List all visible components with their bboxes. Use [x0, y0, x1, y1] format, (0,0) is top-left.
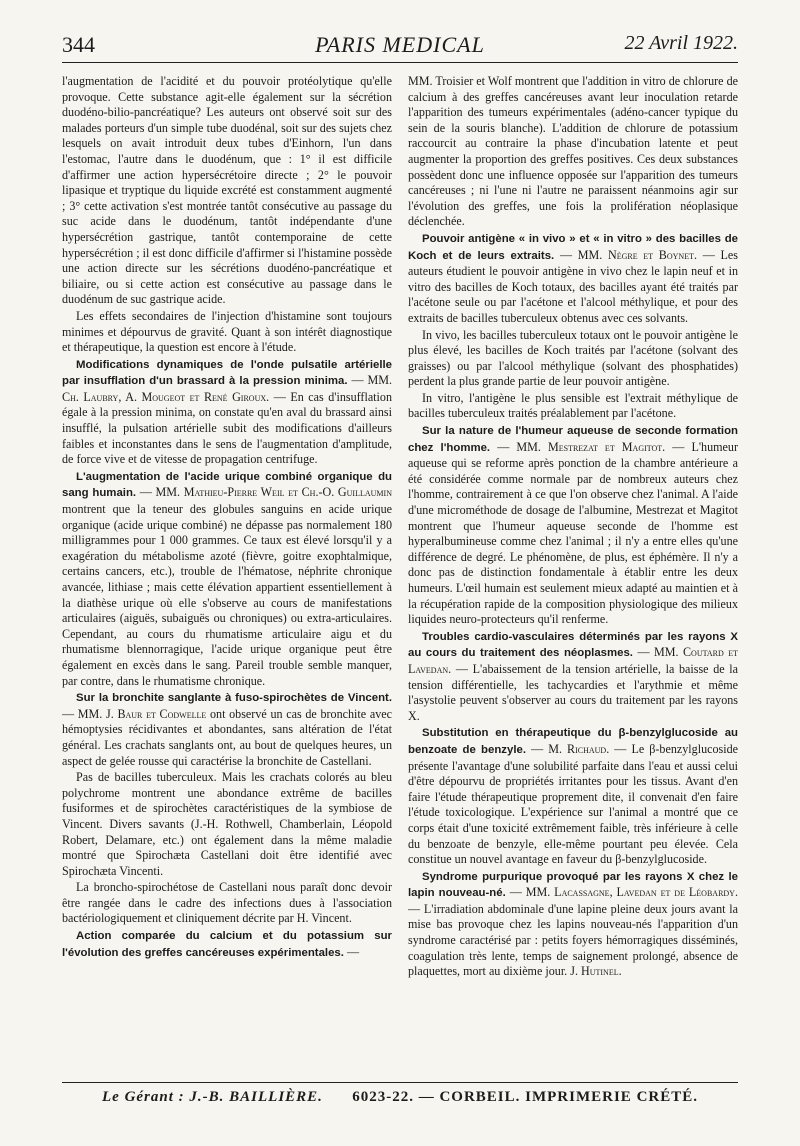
paragraph: In vivo, les bacilles tuberculeux totaux ont le pouvoir antigène le plus élevé, les bacilles de Koch traités par l'acétone (solvant des graisses) ou par l'alcool méthylique (solvant des phosphatides) perdent la plus grande partie de leur pouvoir antigène. — [408, 327, 738, 389]
left-column — [62, 74, 392, 1074]
abstract-heading: Pouvoir antigène « in vivo » et « in vitro » des bacilles de Koch et de leurs extraits. — [408, 232, 738, 262]
abstract-authors: — MM. Mathieu-Pierre Weil et Ch.-O. Guillaumin — [139, 485, 392, 500]
abstract-authors: — M. Richaud. — [531, 741, 610, 756]
abstract-authors: — MM. Nègre et Boynet. — [559, 247, 697, 262]
paragraph: La broncho-spirochétose de Castellani nous paraît donc devoir être rangée dans le cadre des infections dues à l'association bactériologiquement et cliniquement décrite par H. Vincent. — [62, 880, 392, 926]
journal-title: PARIS MEDICAL — [315, 32, 485, 57]
paragraph: l'augmentation de l'acidité et du pouvoir protéolytique qu'elle provoque. Cette substance agit-elle également sur la sécrétion duodéno-bilio-pancréatique? Les auteurs ont observé soit sur des malades porteurs d'un simple tube duodénal, soit sur des sujets chez lesquels on avait introduit deux tubes d'Einhorn, l'un dans l'estomac, l'autre dans le duodénum, que : 1° il est difficile d'affirmer une action hypersécrétoire directe ; 2° le pouvoir lipasique et tryptique du liquide excrété est constamment augmenté ; 3° cette activation s'est montrée tantôt consécutive au passage du suc acide dans le duodénum, tantôt indépendante d'une hypersécrétion gastrique, tantôt contemporaine de cette hypersécrétion ; il est donc difficile d'affirmer si l'histamine possède une action directe sur les sécrétions duodéno-pancréatique et biliaire, ou si cette action est consécutive au passage dans le duodénum de suc gastrique acide. — [62, 74, 392, 307]
abstract-heading: Sur la nature de l'humeur aqueuse de seconde formation chez l'homme. — [408, 425, 738, 454]
abstract-entry — [62, 690, 392, 769]
abstract-text: — L'abaissement de la tension artérielle, la baisse de la tension différentielle, les tachycardies et l'arythmie et même l'asystolie peuvent s'observer au cours du traitement par les rayons X. — [408, 661, 738, 723]
publisher-manager: Le Gérant : J.-B. BAILLIÈRE. — [102, 1089, 323, 1105]
abstract-entry — [408, 629, 738, 725]
running-header — [62, 30, 738, 63]
paragraph: Les effets secondaires de l'injection d'histamine sont toujours minimes et dépourvus de gravité. Quant à son intérêt diagnostique et thérapeutique, la question est encore à l'étude. — [62, 308, 392, 355]
abstract-authors: — MM. Ch. Laubry, A. Mougeot et René Giroux. — [62, 373, 392, 404]
paragraph: Pas de bacilles tuberculeux. Mais les crachats colorés au bleu polychrome montrent une abondance extrême de bacilles fusiformes et de spirochètes caractéristiques de la symbiose de Vincent. Divers savants (J.-H. Rothwell, Chamberlain, Léopold Robert, Delamare, etc.) ont également dans la même maladie montré que Spirochæta Castellani doit être identifié avec Spirochæta Vincenti. — [62, 770, 392, 878]
paragraph: In vitro, l'antigène le plus sensible est l'extrait méthylique de bacilles tuberculeux traités préalablement par l'acétone. — [408, 390, 738, 421]
abstract-heading: Syndrome purpurique provoqué par les rayons X chez le lapin nouveau-né. — [408, 870, 738, 900]
abstract-heading: Sur la bronchite sanglante à fuso-spirochètes de Vincent. — [76, 692, 392, 705]
abstract-heading: L'augmentation de l'acide urique combiné organique du sang humain. — [62, 470, 392, 500]
page-number: 344 — [62, 32, 95, 57]
abstract-authors: — MM. Mestrezat et Magitot. — [497, 439, 666, 454]
abstract-entry — [408, 725, 738, 867]
abstract-text: montrent que la teneur des globules sanguins en acide urique organique (acide urique combiné) ne dépasse pas normalement 180 milligrammes pour 1 000 grammes. Ce taux est élevé lorsqu'il y a exagération du métabolisme azoté (fièvre, goitre exophtalmique, certains cancers, etc.), trouble de l'hématose, néphrite chronique avancée, lithiase ; mais cette élévation appartient essentiellement à la diathèse urique où elle s'observe au cours de manifestations articulaires (aiguës, subaiguës ou chroniques) ou extra-articulaires. Cependant, au cours du rhumatisme articulaire aigu et du rhumatisme blennorragique, l'acide urique organique peut être également en excès dans le sang. Pareil trouble semble manquer, par contre, dans le rhumatisme chronique. — [62, 502, 392, 688]
right-column — [408, 74, 738, 1074]
page-footer — [62, 1082, 738, 1105]
journal-page — [62, 30, 738, 1130]
printer-imprint: 6023-22. — CORBEIL. IMPRIMERIE CRÉTÉ. — [352, 1089, 698, 1105]
abstract-authors: — MM. Lacassagne, Lavedan et de Léobardy. — [509, 885, 738, 900]
abstract-entry — [62, 357, 392, 468]
abstract-text: — L'humeur aqueuse qui se reforme après ponction de la chambre antérieure a été considérée comme normale par de nombreux auteurs chez l'homme, contrairement à ce que l'on observe chez l'animal. A l'aide d'une microméthode de dosage de l'albumine, Mestrezat et Magitot montrent que l'humeur aqueuse seconde de l'homme est hyperalbumineuse comme chez l'animal ; il n'y a entre elles qu'une différence de degré. Le phénomène, de plus, est éphémère. Il n'y a donc pas de distinction fondamentale à établir entre les deux humeurs. L'œil humain est seulement mieux adapté au maintien et à la récupération rapide de la composition physiologique des milieux liquides neuro-protecteurs qu'il renferme. — [408, 439, 738, 627]
paragraph: MM. Troisier et Wolf montrent que l'addition in vitro de chlorure de calcium à des greffes cancéreuses avant leur inoculation retarde l'apparition des tumeurs expérimentales (adéno-cancer typique du sein de la souris blanche). L'addition de chlorure de potassium raccourcit au contraire la phase d'incubation latente et peut augmenter la proportion des greffes positives. Ces deux substances possèdent donc une influence opposée sur l'apparition des tumeurs cancéreuses ; ni l'une ni l'autre ne paraissent néanmoins agir sur l'évolution des greffes, une fois la prolifération néoplasique déclenchée. — [408, 74, 738, 229]
abstract-entry — [408, 423, 738, 628]
abstract-heading: Substitution en thérapeutique du β-benzylglucoside au benzoate de benzyle. — [408, 727, 738, 756]
abstract-entry — [408, 231, 738, 327]
abstract-text: ont observé un cas de bronchite avec hémoptysies récidivantes et abondantes, sans altération de l'état général. Les crachats sanglants ont, au bout de quelques heures, un aspect de gelée rousse qui caractérise la bronchite de Castellani. — [62, 706, 392, 768]
abstract-text: — L'irradiation abdominale d'une lapine pleine deux jours avant la mise bas provoque chez les lapins nouveau-nés l'apparition d'un syndrome caractérisé par : petits foyers hémorragiques disséminés, coagulation très lente, temps de saignement prolongé, absence de plaquettes, mort au dixième jour. — [408, 901, 738, 979]
issue-date: 22 Avril 1922. — [624, 32, 738, 54]
abstract-text: — En cas d'insufflation égale à la pression minima, on constate qu'en aval du brassard ainsi insufflé, la pulsation artérielle subit des modifications d'ailleurs faibles et inconstantes dans le sens de l'augmentation d'amplitude, de force vive et de vitesse de propagation centrifuge. — [62, 389, 392, 467]
abstract-heading: Modifications dynamiques de l'onde pulsatile artérielle par insufflation d'un brassard à la pression minima. — [62, 358, 392, 388]
abstract-heading: Action comparée du calcium et du potassium sur l'évolution des greffes cancéreuses expérimentales. — [62, 930, 392, 959]
abstract-dash: — — [346, 944, 360, 959]
abstract-authors: — MM. J. Baur et Codwelle — [62, 706, 207, 721]
abstract-entry — [62, 469, 392, 689]
abstract-entry — [408, 869, 738, 980]
abstract-text: — Les auteurs étudient le pouvoir antigène in vivo chez le lapin neuf et in vitro des bacilles de Koch totaux, des bacilles ayant été traités par l'acétone seule ou par l'acétone et l'alcool méthylique, et pour des extraits de bacilles tuberculeux obtenus avec ces solvants. — [408, 247, 738, 325]
abstract-authors: — MM. Coutard et Lavedan. — [408, 645, 738, 676]
text-columns — [62, 74, 738, 1074]
abstract-heading: Troubles cardio-vasculaires déterminés par les rayons X au cours du traitement des néoplasmes. — [408, 630, 738, 660]
reporter-signature: J. Hutinel. — [570, 964, 622, 979]
abstract-text: — Le β-benzylglucoside présente l'avantage d'une solubilité parfaite dans l'eau et aussi celui d'être dépourvu de propriétés irritantes pour les tissus. Avant d'en faire l'étude thérapeutique proprement dite, il convenait d'en faire l'étude toxicologique. L'expérience sur l'animal a montré que ce corps était d'une toxicité extrêmement faible, très inférieure à celle du benzoate de benzyle, elle-même pourtant peu élevée. Cela constitue un nouvel avantage en faveur du β-benzylglucoside. — [408, 741, 738, 867]
abstract-entry — [62, 928, 392, 961]
